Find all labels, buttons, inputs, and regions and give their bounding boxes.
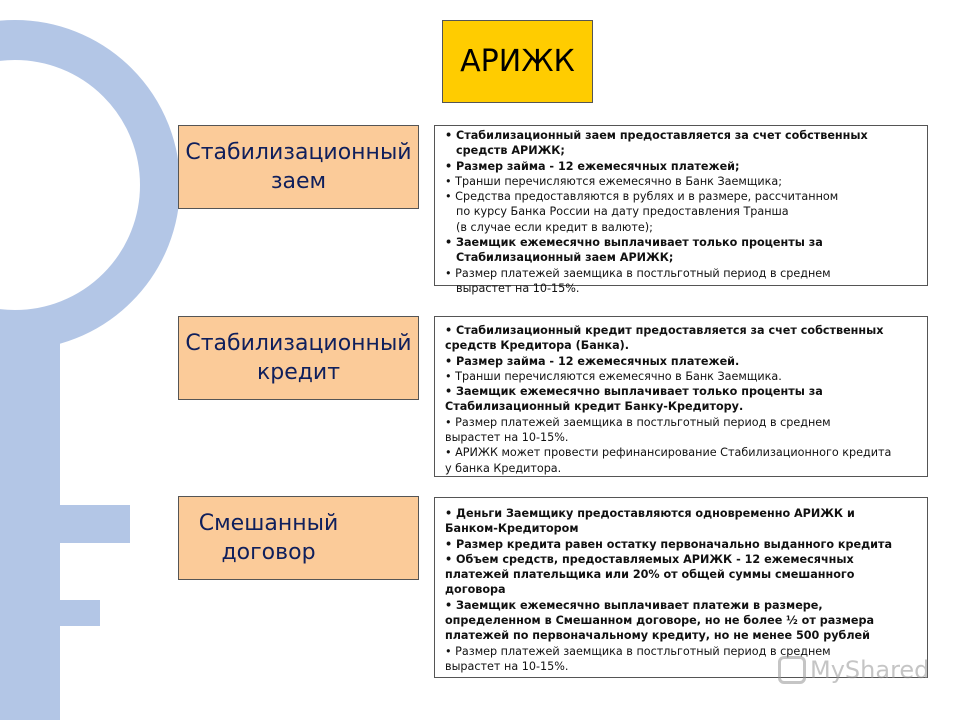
description-line: Стабилизационный заем АРИЖК;	[456, 251, 674, 265]
description-line: у банка Кредитора.	[445, 461, 562, 475]
watermark-logo-icon	[778, 656, 806, 684]
decorative-ring-shape	[0, 20, 180, 350]
description-line: вырастет на 10-15%.	[445, 431, 569, 445]
description-line: средств Кредитора (Банка).	[445, 339, 630, 353]
page-title: АРИЖК	[442, 20, 593, 103]
description-line: • Размер займа - 12 ежемесячных платежей.	[445, 354, 740, 368]
description-line: определенном в Смешанном договоре, но не более ½ от размера	[445, 614, 875, 628]
description-line: • Размер платежей заемщика в постльготный период в среднем	[445, 266, 831, 280]
description-line: • Размер платежей заемщика в постльготный период в среднем	[445, 415, 831, 429]
description-line: • Заемщик ежемесячно выплачивает платежи в размере,	[445, 598, 823, 612]
description-line: договора	[445, 583, 506, 597]
description-line: вырастет на 10-15%.	[445, 659, 569, 673]
description-line: • Объем средств, предоставляемых АРИЖК - 12 ежемесячных	[445, 552, 854, 566]
description-line: платежей по первоначальному кредиту, но не менее 500 рублей	[445, 629, 870, 643]
label-line: договор	[221, 540, 316, 565]
description-line: • Размер кредита равен остатку первоначально выданного кредита	[445, 537, 893, 551]
label-line: Смешанный	[198, 511, 339, 536]
description-line: вырастет на 10-15%.	[456, 281, 580, 295]
description-mixed-contract	[434, 497, 928, 678]
description-line: средств АРИЖК;	[456, 144, 565, 158]
description-line: • Заемщик ежемесячно выплачивает только проценты за	[445, 236, 823, 250]
label-stabilization-loan	[178, 125, 419, 209]
description-line: • Размер платежей заемщика в постльготный период в среднем	[445, 644, 831, 658]
description-line: • Деньги Заемщику предоставляются одновременно АРИЖК и	[445, 507, 855, 520]
label-line: кредит	[256, 360, 341, 385]
description-line: платежей плательщика или 20% от общей суммы смешанного	[445, 568, 855, 582]
description-line: • Средства предоставляются в рублях и в размере, рассчитанном	[445, 190, 839, 204]
label-line: Стабилизационный	[185, 140, 412, 165]
label-mixed-contract	[178, 496, 419, 580]
label-line: Стабилизационный	[185, 331, 412, 356]
description-line: • Стабилизационный кредит предоставляется за счет собственных	[445, 324, 884, 337]
description-stabilization-credit	[434, 316, 928, 477]
decorative-key-tooth-1	[0, 505, 130, 543]
decorative-key-tooth-2	[0, 600, 100, 626]
description-line: • Размер займа - 12 ежемесячных платежей;	[445, 159, 740, 173]
description-line: • Транши перечисляются ежемесячно в Банк Заемщика;	[445, 174, 783, 188]
description-stabilization-loan	[434, 125, 928, 295]
description-line: • Заемщик ежемесячно выплачивает только проценты за	[445, 385, 823, 399]
watermark-text: MyShared	[810, 656, 930, 684]
description-line: • АРИЖК может провести рефинансирование Стабилизационного кредита	[445, 446, 892, 460]
description-line: по курсу Банка России на дату предоставления Транша	[456, 205, 789, 219]
description-line: • Стабилизационный заем предоставляется за счет собственных	[445, 129, 868, 142]
label-stabilization-credit	[178, 316, 419, 400]
label-line: заем	[270, 169, 327, 194]
description-line: Стабилизационный кредит Банку-Кредитору.	[445, 400, 744, 414]
watermark	[778, 656, 929, 684]
description-line: • Транши перечисляются ежемесячно в Банк Заемщика.	[445, 369, 782, 383]
description-line: Банком-Кредитором	[445, 522, 579, 536]
description-line: (в случае если кредит в валюте);	[456, 220, 653, 234]
